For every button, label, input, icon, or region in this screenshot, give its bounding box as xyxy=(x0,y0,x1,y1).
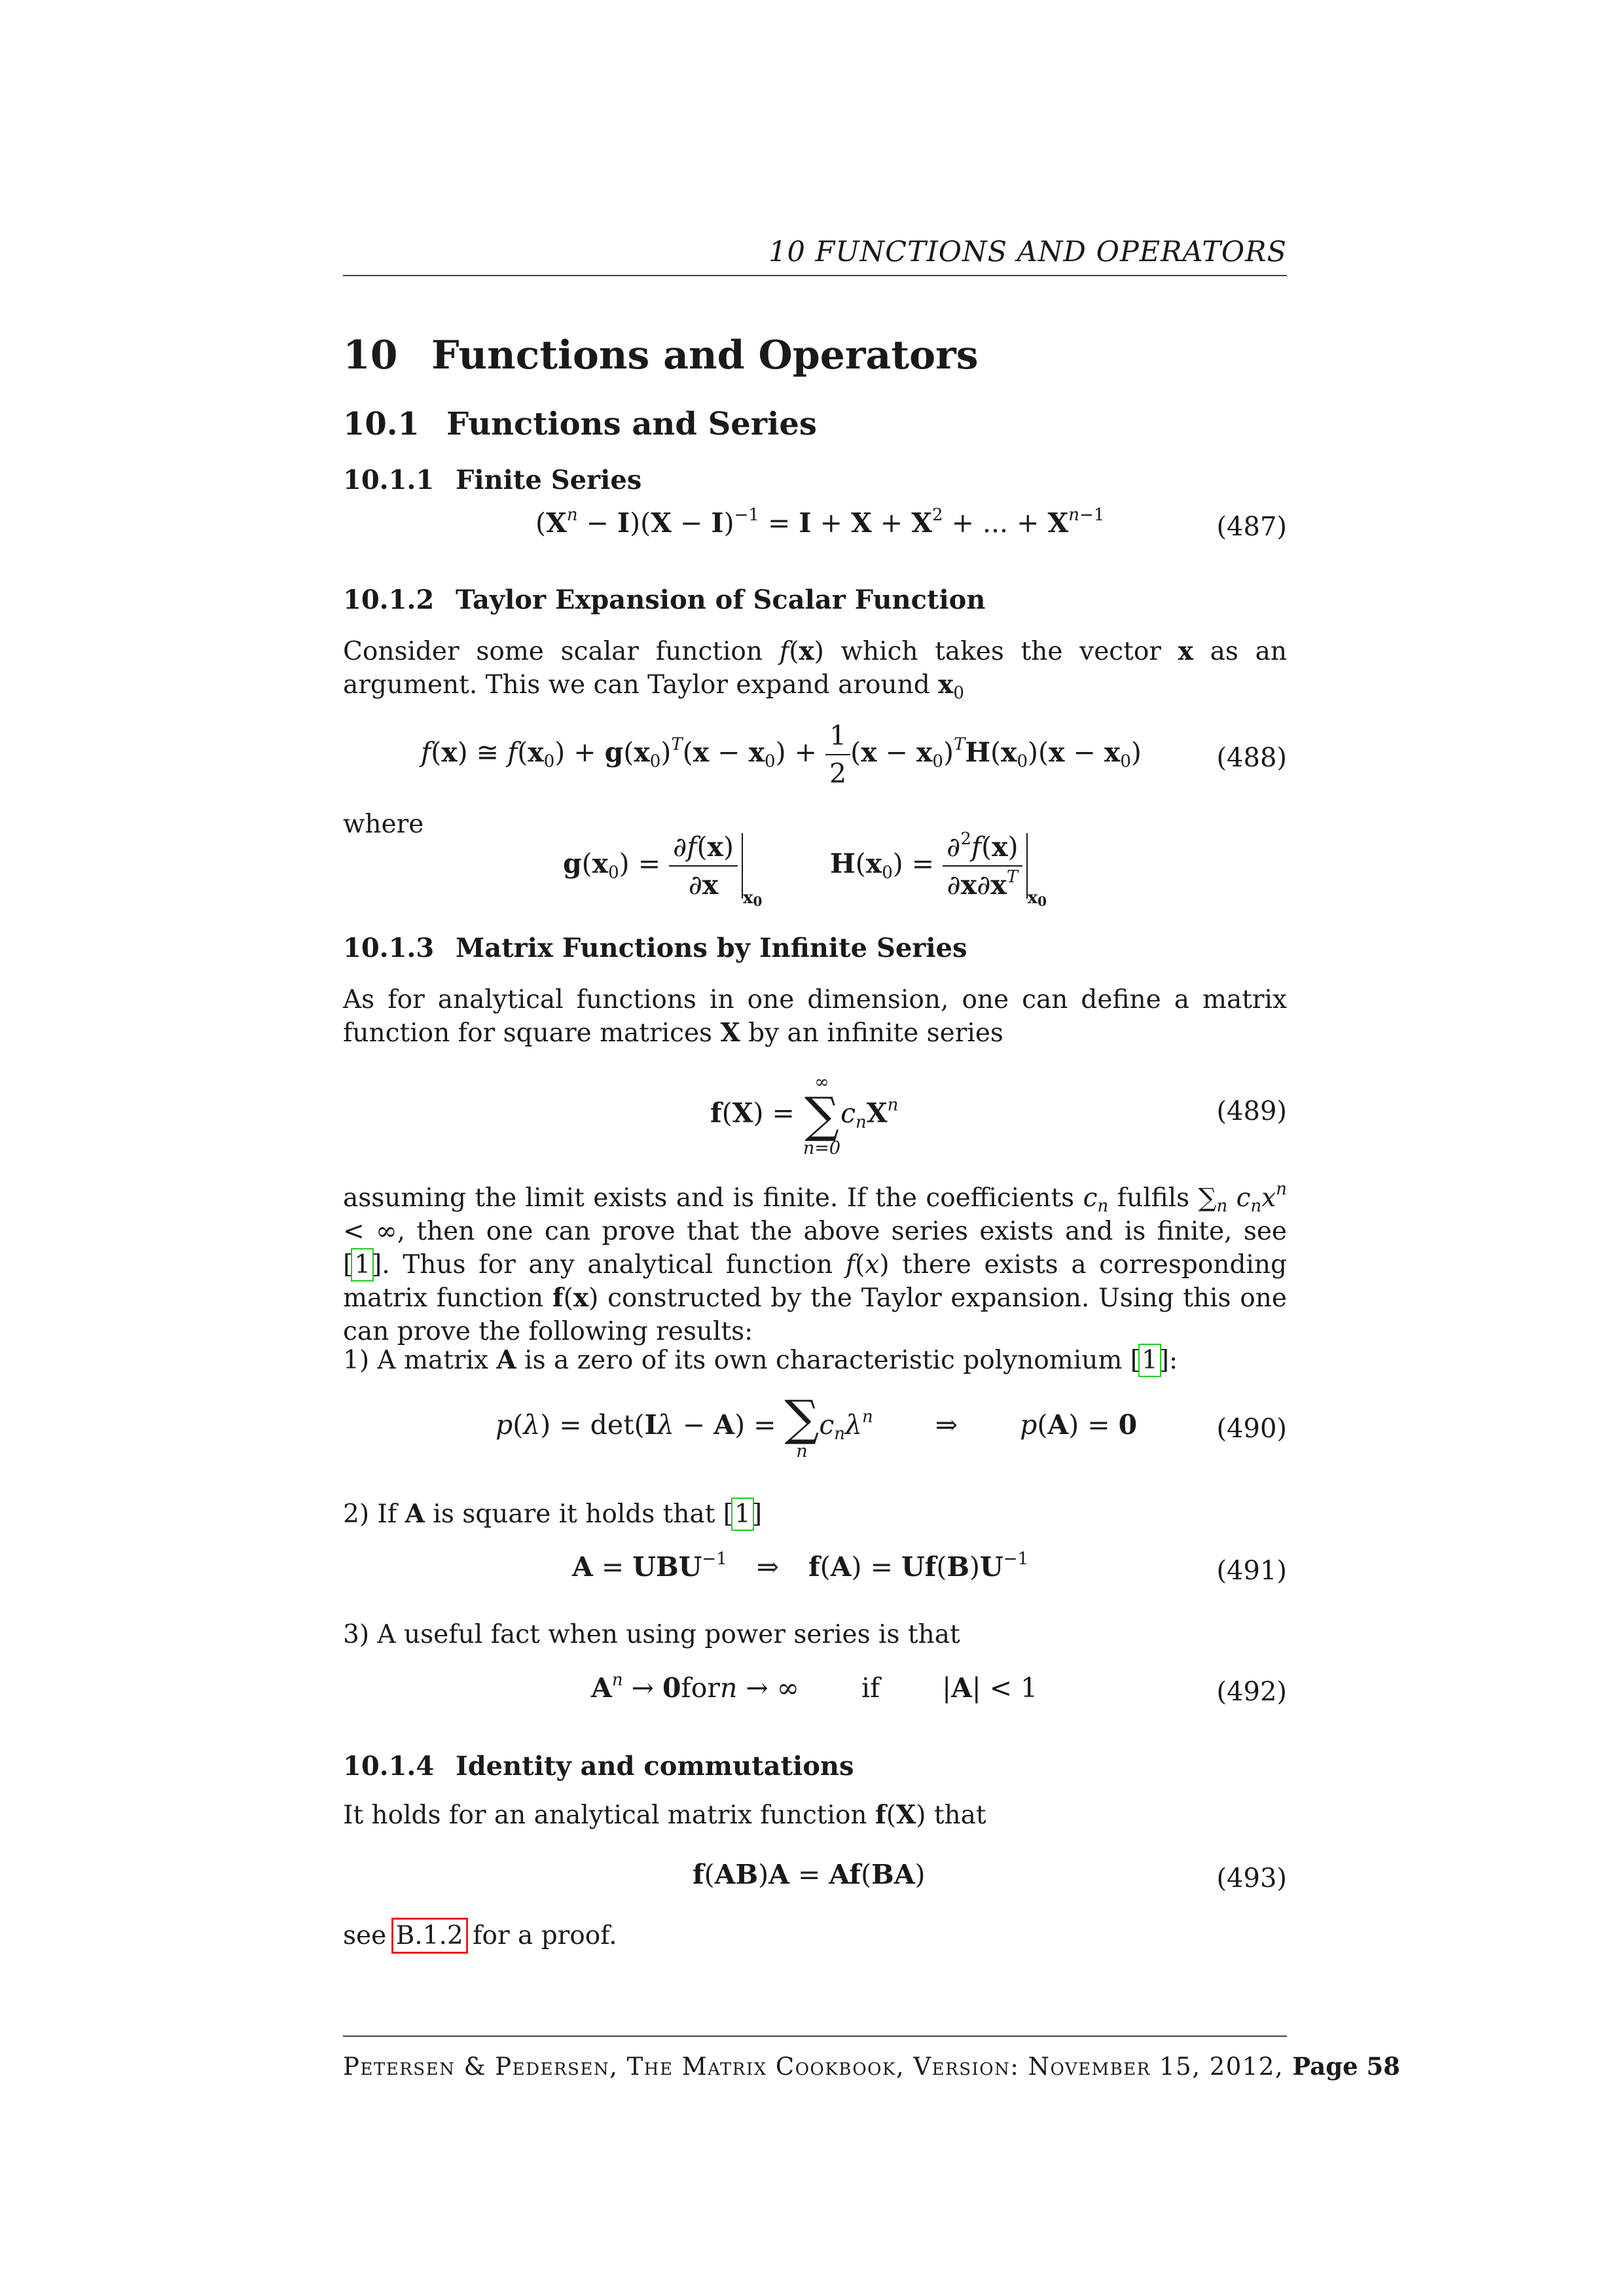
proof-link[interactable]: B.1.2 xyxy=(395,1921,463,1950)
equation-number-493: (493) xyxy=(1216,1863,1287,1893)
subsubsection-heading-finite-series: 10.1.1 Finite Series xyxy=(343,465,642,495)
equation-number-487: (487) xyxy=(1216,512,1287,542)
equation-number-492: (492) xyxy=(1216,1677,1287,1707)
hessian-definition: $H(x_0)$ = $\frac{\partial^2f(x)}{\partial x\partial x^T}$ $_{x_0}$ xyxy=(830,829,1047,909)
subsubsection-heading-taylor: 10.1.2 Taylor Expansion of Scalar Function xyxy=(343,584,986,615)
series-existence-paragraph: assuming the limit exists and is finite. If the coefficients $c_n$ fulfils $\sum_n$ $c_nx^n$ < ∞, then one can prove that the above series exists and is finite, see [1]. Thus for any analytical function f(x) there exists a corresponding matrix function f(x) constructed by the Taylor expansion. Using this one can prove the following results: xyxy=(343,1179,1287,1346)
citation-ref-1[interactable]: 1 xyxy=(354,1250,371,1280)
equation-489: f(X) = ∞ ∑ n=0 $c_nX^n$ xyxy=(710,1072,899,1158)
gradient-definition: $g(x_0)$ = $\frac{\partial f(x)}{\partial x}$ $_{x_0}$ xyxy=(563,831,763,909)
matrix-function-intro: As for analytical functions in one dimension, one can define a matrix function for square matrices X by an infinite series xyxy=(343,985,1287,1048)
where-label: where xyxy=(343,810,424,839)
equation-490: p(λ) = det(Iλ − A) = ∑ n $c_n\lambda^n$ ⇒ p(A) = 0 xyxy=(496,1390,1138,1462)
subsubsection-heading-matrix-functions: 10.1.3 Matrix Functions by Infinite Series xyxy=(343,933,967,963)
equation-number-488: (488) xyxy=(1216,743,1287,773)
equation-488: f(x) ≅ $f(x_0) + g(x_0)^T(x - x_0)$ + $\frac{1}{2}$ $(x - x_0)^TH(x_0)(x - x_0)$ xyxy=(421,720,1142,789)
equation-491: $A = UBU^{-1}$ ⇒ $f(A) = Uf(B)U^{-1}$ xyxy=(572,1549,1029,1583)
section-title: Functions and Operators xyxy=(431,332,979,378)
footer-citation: Petersen & Pedersen, The Matrix Cookbook, Version: November 15, 2012, xyxy=(343,2053,1284,2081)
header-rule xyxy=(343,275,1287,276)
subsection-number: 10.1 xyxy=(343,406,420,442)
citation-ref-1[interactable]: 1 xyxy=(1141,1346,1158,1375)
footer-rule xyxy=(343,2036,1287,2037)
section-heading xyxy=(343,332,979,378)
item-1-text: 1) A matrix A is a zero of its own characteristic polynomium [1]: xyxy=(343,1345,1178,1375)
equation-number-490: (490) xyxy=(1216,1414,1287,1444)
equation-number-489: (489) xyxy=(1216,1096,1287,1126)
running-header: 10 FUNCTIONS AND OPERATORS xyxy=(768,236,1287,268)
page-footer xyxy=(343,2052,1401,2081)
subsection-heading xyxy=(343,406,817,442)
subsection-title: Functions and Series xyxy=(446,406,817,442)
equation-number-491: (491) xyxy=(1216,1556,1287,1586)
citation-ref-1[interactable]: 1 xyxy=(734,1499,751,1529)
equation-493: f(AB)A = Af(BA) xyxy=(693,1859,926,1890)
taylor-intro-paragraph: Consider some scalar function f(x) which takes the vector x as an argument. This we can Taylor expand around $x_0$ xyxy=(343,636,1287,703)
identity-intro: It holds for an analytical matrix function f(X) that xyxy=(343,1800,986,1830)
section-number: 10 xyxy=(343,332,398,378)
item-3-text: 3) A useful fact when using power series is that xyxy=(343,1620,960,1649)
item-2-text: 2) If A is square it holds that [1] xyxy=(343,1499,763,1529)
equation-487: $(X^n - I)(X - I)^{-1} = I + X + X^2$ + ... + $X^{n-1}$ xyxy=(535,505,1105,539)
proof-reference-line: see B.1.2 for a proof. xyxy=(343,1921,617,1950)
subsubsection-heading-identity: 10.1.4 Identity and commutations xyxy=(343,1751,854,1782)
page-number: Page 58 xyxy=(1292,2052,1401,2081)
equation-492: $A^n$ → 0forn → ∞ if |A| < 1 xyxy=(591,1670,1038,1704)
